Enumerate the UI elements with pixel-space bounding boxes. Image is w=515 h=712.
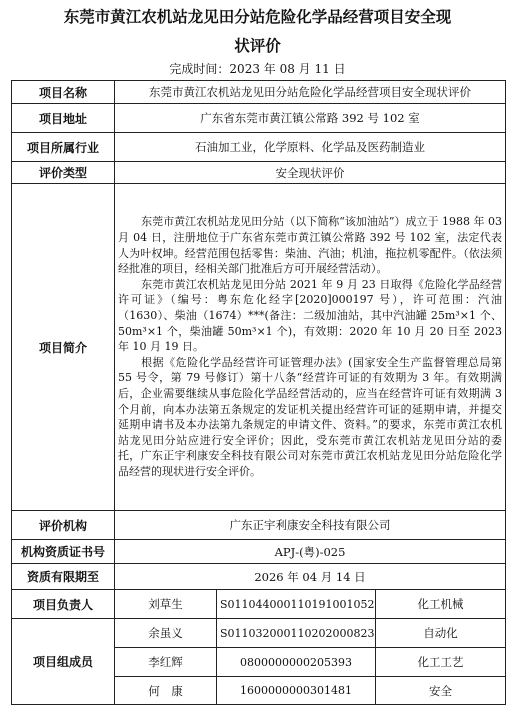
project-name-label: 项目名称 — [12, 81, 115, 104]
row-eval-type — [12, 162, 506, 184]
member-name: 李红辉 — [115, 648, 217, 677]
report-title — [0, 3, 515, 61]
row-agency — [12, 511, 506, 540]
eval-type-value: 安全现状评价 — [115, 162, 506, 184]
agency-value: 广东正宇利康安全科技有限公司 — [115, 511, 506, 540]
leader-label: 项目负责人 — [12, 590, 115, 619]
industry-value: 石油加工业，化学原料、化学品及医药制造业 — [115, 133, 506, 162]
project-name-value: 东莞市黄江农机站龙见田分站危险化学品经营项目安全现状评价 — [115, 81, 506, 104]
report-title-line-1: 东莞市黄江农机站龙见田分站危险化学品经营项目安全现 — [63, 8, 452, 26]
report-info-table — [11, 80, 506, 705]
eval-type-label: 评价类型 — [12, 162, 115, 184]
row-project-address — [12, 104, 506, 133]
intro-value — [115, 184, 506, 511]
validity-value: 2026 年 04 月 14 日 — [115, 564, 506, 590]
row-cert-no — [12, 540, 506, 564]
completion-date: 完成时间：2023 年 08 月 11 日 — [169, 62, 346, 76]
member-cert: 0800000000205393 — [217, 648, 376, 677]
project-address-label: 项目地址 — [12, 104, 115, 133]
leader-cert: S011044000110191001052 — [217, 590, 376, 619]
member-field: 安全 — [376, 677, 506, 705]
row-project-name — [12, 81, 506, 104]
industry-label: 项目所属行业 — [12, 133, 115, 162]
leader-name: 刘草生 — [115, 590, 217, 619]
member-name: 余虽义 — [115, 619, 217, 648]
intro-paragraph-3: 根据《危险化学品经营许可证管理办法》(国家安全生产监督管理总局第 55 号令，第 79 号修订）第十八条“经营许可证的有效期为 3 年。有效期满后，企业需要继续从事危险化学品经营活动的，应当在经营许可证有效期满 3 个月前，向本办法第五条规定的发证机关提出经营许可证的延期申请，并提交延期申请书及本办法第九条规定的申请文件、资料。”的要求，东莞市黄江农机站龙见田分站应进行安全评价；因此，受东莞市黄江农机站龙见田分站的委托，广东正宇利康安全科技有限公司对东莞市黄江农机站龙见田分站危险化学品经营的现状进行安全评价。 — [118, 355, 503, 478]
report-title-line-2: 状评价 — [234, 37, 281, 55]
members-label: 项目组成员 — [12, 619, 115, 705]
intro-paragraph-2: 东莞市黄江农机站龙见田分站 2021 年 9 月 23 日取得《危险化学品经营许可证》（编号：粤东危化经字[2020]000197 号），许可范围：汽油（1630）、柴油（1674）***(备注：二级加油站，其中汽油罐 25m³×1 个、50m³×1 个，柴油罐 50m³×1 个)，有效期：2020 年 10 月 20 日至 2023 年 10 月 19 日。 — [118, 277, 503, 354]
project-address-value: 广东省东莞市黄江镇公常路 392 号 102 室 — [115, 104, 506, 133]
member-row — [12, 619, 506, 648]
row-validity — [12, 564, 506, 590]
validity-label: 资质有限期至 — [12, 564, 115, 590]
leader-field: 化工机械 — [376, 590, 506, 619]
member-field: 自动化 — [376, 619, 506, 648]
cert-no-label: 机构资质证书号 — [12, 540, 115, 564]
member-cert: 1600000000301481 — [217, 677, 376, 705]
cert-no-value: APJ-(粤)-025 — [115, 540, 506, 564]
agency-label: 评价机构 — [12, 511, 115, 540]
member-cert: S011032000110202000823 — [217, 619, 376, 648]
intro-paragraph-1: 东莞市黄江农机站龙见田分站（以下简称“该加油站”）成立于 1988 年 03 月 04 日，注册地位于广东省东莞市黄江镇公常路 392 号 102 室，法定代表人为叶权坤。经营范围包括零售：柴油、汽油；机油，拖拉机零配件。（依法须经批准的项目，经相关部门批准后方可开展经营活动）。 — [118, 215, 503, 276]
member-name: 何 康 — [115, 677, 217, 705]
member-field: 化工工艺 — [376, 648, 506, 677]
row-industry — [12, 133, 506, 162]
intro-label: 项目简介 — [12, 184, 115, 511]
row-intro — [12, 184, 506, 511]
row-leader — [12, 590, 506, 619]
